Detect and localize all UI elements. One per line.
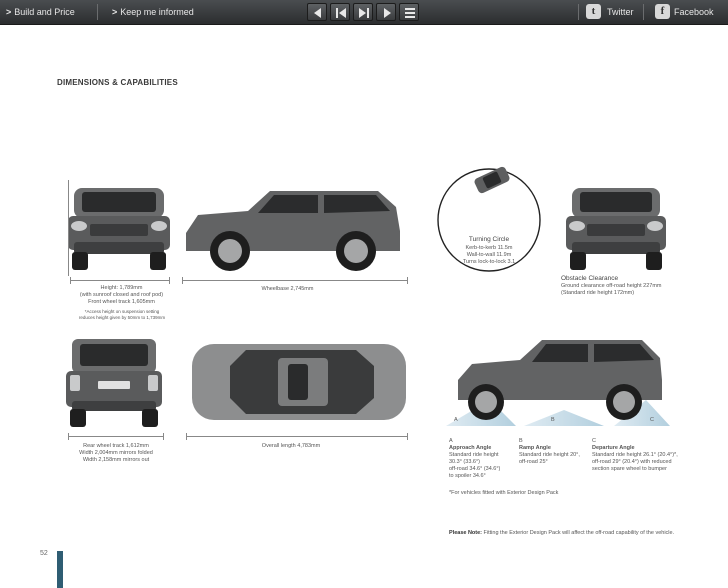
facebook-icon[interactable]: f — [655, 4, 670, 19]
twitter-link[interactable]: Twitter — [607, 7, 634, 17]
keep-me-informed-link[interactable] — [112, 0, 194, 24]
build-and-price-label: Build and Price — [14, 7, 75, 17]
angle-marker-c: C — [650, 417, 654, 423]
toolbar-divider — [578, 4, 579, 20]
top-view-car-image — [186, 336, 412, 426]
height-note: *Access height on suspension setting reduces height given by 50mm to 1,739mm — [78, 309, 166, 320]
wheelbase-dimension-line — [182, 280, 408, 281]
exterior-design-footnote: *For vehicles fitted with Exterior Design Pack — [449, 490, 559, 496]
front-view-car-image — [64, 180, 174, 272]
previous-page-button[interactable] — [307, 3, 327, 21]
rear-view-caption: Rear wheel track 1,612mm Width 2,004mm mirrors folded Width 2,158mm mirrors out — [79, 443, 153, 463]
next-page-button[interactable] — [376, 3, 396, 21]
rear-view-car-image — [64, 335, 164, 430]
skip-forward-icon — [354, 4, 374, 22]
menu-icon — [400, 4, 420, 22]
first-page-button[interactable] — [330, 3, 350, 21]
please-note: Please Note: Fitting the Exterior Design Pack will affect the off-road capability of the vehicle. — [449, 530, 675, 536]
wheelbase-caption: Wheelbase 2,745mm — [261, 286, 314, 292]
page-number: 52 — [40, 550, 48, 557]
ramp-angle-block: B Ramp Angle Standard ride height 20°, off-road 25° — [519, 438, 580, 465]
toolbar-divider — [643, 4, 644, 20]
turning-circle-title: Turning Circle — [468, 236, 510, 243]
front-view-clearance-car-image — [562, 180, 670, 272]
build-and-price-link[interactable] — [6, 0, 75, 24]
height-dimension-line — [68, 180, 69, 276]
top-toolbar — [0, 0, 728, 25]
overall-length-caption: Overall length 4,783mm — [261, 443, 321, 449]
toolbar-divider — [97, 4, 98, 20]
side-view-car-image — [178, 185, 408, 273]
departure-angle-block: C Departure Angle Standard ride height 26.1° (20.4°)*, off-road 29° (20.4°) with reduced section spare wheel to bumper — [592, 438, 678, 472]
triangle-right-icon — [377, 4, 397, 22]
height-caption: Height: 1,789mm (with sunroof closed and roof pod) Front wheel track 1,605mm — [79, 285, 164, 305]
arrow-icon: > — [112, 7, 118, 17]
facebook-link[interactable]: Facebook — [674, 7, 714, 17]
menu-button[interactable] — [399, 3, 419, 21]
page-accent-bar — [57, 551, 63, 588]
last-page-button[interactable] — [353, 3, 373, 21]
front-track-dimension-line — [70, 280, 170, 281]
angle-marker-b: B — [551, 417, 555, 423]
obstacle-clearance-details: Ground clearance off-road height 227mm (Standard ride height 172mm) — [561, 283, 662, 296]
overall-length-dimension-line — [186, 436, 408, 437]
turning-circle-details: Kerb-to-kerb 11.5m Wall-to-wall 11.9m Turns lock-to-lock 3.1 — [462, 245, 516, 265]
page-title: DIMENSIONS & CAPABILITIES — [57, 78, 178, 87]
approach-angle-block: A Approach Angle Standard ride height 30.3° (33.6°) off-road 34.6° (34.6°) to spoiler 34.6° — [449, 438, 501, 479]
skip-back-icon — [331, 4, 351, 22]
obstacle-clearance-title: Obstacle Clearance — [561, 275, 619, 282]
angle-marker-a: A — [454, 417, 458, 423]
angle-view-car-image — [446, 330, 671, 428]
rear-track-dimension-line — [68, 436, 164, 437]
twitter-icon[interactable]: t — [586, 4, 601, 19]
triangle-left-icon — [308, 4, 328, 22]
arrow-icon: > — [6, 7, 12, 17]
keep-me-informed-label: Keep me informed — [120, 7, 194, 17]
